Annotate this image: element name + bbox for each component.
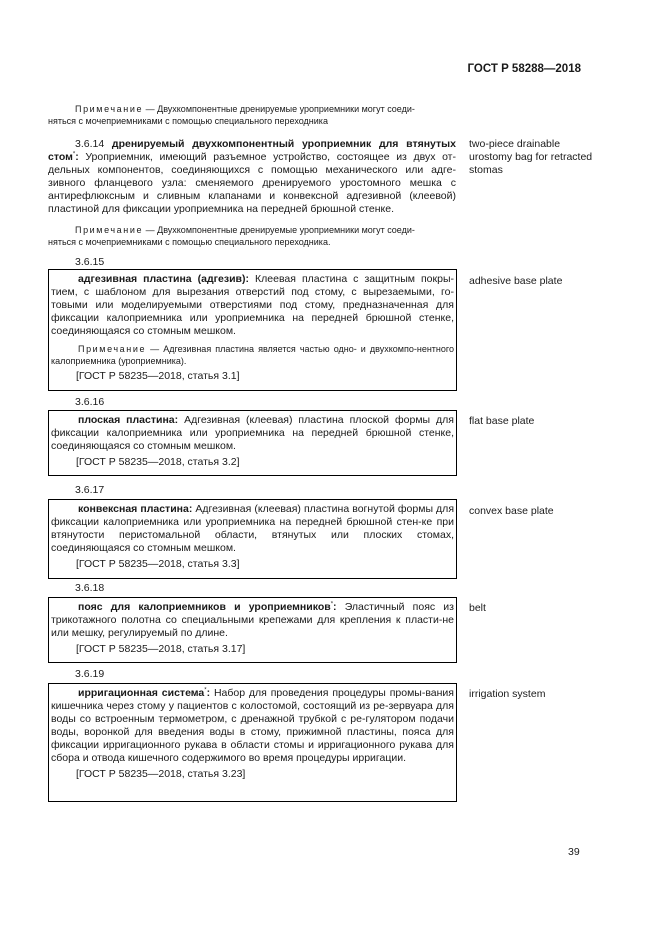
footnote-mark: * xyxy=(330,601,334,608)
source-reference: [ГОСТ Р 58235—2018, статья 3.3] xyxy=(76,558,240,570)
term-definition: Клеевая пластина с защитным покры-тием, с шаблоном для вырезания отверстий под стому, с вырезаемыми, го-товыми или моделируемыми отверстиями под стому, предназначенная для фиксации калоприемника или уроприемника на передней брюшной стенке, соединяющаяся со стомным мешком. xyxy=(51,273,454,337)
note-1 xyxy=(48,103,456,127)
term-box-3-6-17 xyxy=(48,499,457,579)
term-name: конвексная пластина: xyxy=(78,503,193,515)
term-definition: Адгезивная (клеевая) пластина плоской формы для фиксации калоприемника или уроприемника на передней брюшной стенке, соединяющаяся со стомным мешком. xyxy=(51,414,454,452)
note-text: — Адгезивная пластина является частью одно- и двухкомпо-нентного калоприемника (уроприемника). xyxy=(51,344,454,366)
term-name: плоская пластина: xyxy=(78,414,179,426)
source-reference: [ГОСТ Р 58235—2018, статья 3.2] xyxy=(76,456,240,468)
term-name: ирригационная система xyxy=(78,687,205,699)
note-label: Примечание xyxy=(75,104,144,114)
term-number: 3.6.15 xyxy=(75,256,105,268)
term-definition: Набор для проведения процедуры промы-вания кишечника через стому у пациентов с колостомой, состоящий из ре-зервуара для воды со встроенным термометром, с дренажной трубкой с ре-гулятором подачи воды, воронкой для введения воды в стому, прижимной пластины, пояса для фиксации ирригационного рукава в области стомы и ирригационного рукава для сбора и отвода кишечного содержимого во время процедуры ирригации. xyxy=(51,687,454,764)
page-number: 39 xyxy=(568,846,580,858)
term-colon: : xyxy=(75,151,79,163)
footnote-mark: * xyxy=(204,687,207,694)
term-number: 3.6.14 xyxy=(75,138,112,150)
english-term: adhesive base plate xyxy=(469,275,563,287)
term-definition: Уроприемник, имеющий разъемное устройство, состоящее из двух от-дельных компонентов, соединяющихся с помощью механического или адге-зивного фланцевого узла: сменяемого дренируемого уростомного мешка с антирефлюксным и сливным клапанами и конвексной адгезивной (клеевой) пластиной для фиксации уроприемника на передней брюшной стенке. xyxy=(48,151,456,215)
term-number: 3.6.16 xyxy=(75,396,105,408)
note-text-2: няться с мочеприемниками с помощью специального переходника. xyxy=(48,237,331,247)
source-reference: [ГОСТ Р 58235—2018, статья 3.17] xyxy=(76,643,246,655)
term-box-3-6-15 xyxy=(48,269,457,391)
term-number: 3.6.17 xyxy=(75,484,105,496)
term-box-3-6-16 xyxy=(48,410,457,476)
english-term: flat base plate xyxy=(469,415,535,427)
term-entry-3-6-14 xyxy=(48,138,456,216)
note-text: — Двухкомпонентные дренируемые уроприемники могут соеди- xyxy=(143,225,415,235)
document-header: ГОСТ Р 58288—2018 xyxy=(467,63,581,75)
term-colon: : xyxy=(333,601,337,613)
term-definition: Адгезивная (клеевая) пластина вогнутой формы для фиксации калоприемника или уроприемника на передней брюшной стен-ке при втянутости перистомальной области, втянутых или плоских стомах, соединяющаяся со стомным мешком. xyxy=(51,503,454,554)
term-name: адгезивная пластина (адгезив): xyxy=(78,273,249,285)
source-reference: [ГОСТ Р 58235—2018, статья 3.1] xyxy=(76,370,240,382)
source-reference: [ГОСТ Р 58235—2018, статья 3.23] xyxy=(76,768,246,780)
term-number: 3.6.18 xyxy=(75,582,105,594)
english-term: two-piece drainable urostomy bag for retracted stomas xyxy=(469,138,593,176)
footnote-mark: * xyxy=(72,151,76,158)
term-colon: : xyxy=(206,687,211,699)
note-label: Примечание xyxy=(78,344,147,354)
english-term: belt xyxy=(469,602,486,614)
term-box-3-6-19 xyxy=(48,683,457,802)
note-2 xyxy=(48,224,456,248)
term-box-3-6-18 xyxy=(48,597,457,663)
english-term: convex base plate xyxy=(469,505,554,517)
term-number: 3.6.19 xyxy=(75,668,105,680)
note-label: Примечание xyxy=(75,225,144,235)
term-name: пояс для калоприемников и уроприемников xyxy=(78,601,331,613)
term-definition: Эластичный пояс из трикотажного полотна со специальными крепежами для крепления к пласти-не или мешку, регулируемый по длине. xyxy=(51,601,454,639)
english-term: irrigation system xyxy=(469,688,546,700)
note-text-2: няться с мочеприемниками с помощью специального переходника xyxy=(48,116,328,126)
term-name: дренируемый двухкомпонентный уроприемник для втянутых стом xyxy=(48,138,456,163)
note-text: — Двухкомпонентные дренируемые уроприемники могут соеди- xyxy=(143,104,415,114)
